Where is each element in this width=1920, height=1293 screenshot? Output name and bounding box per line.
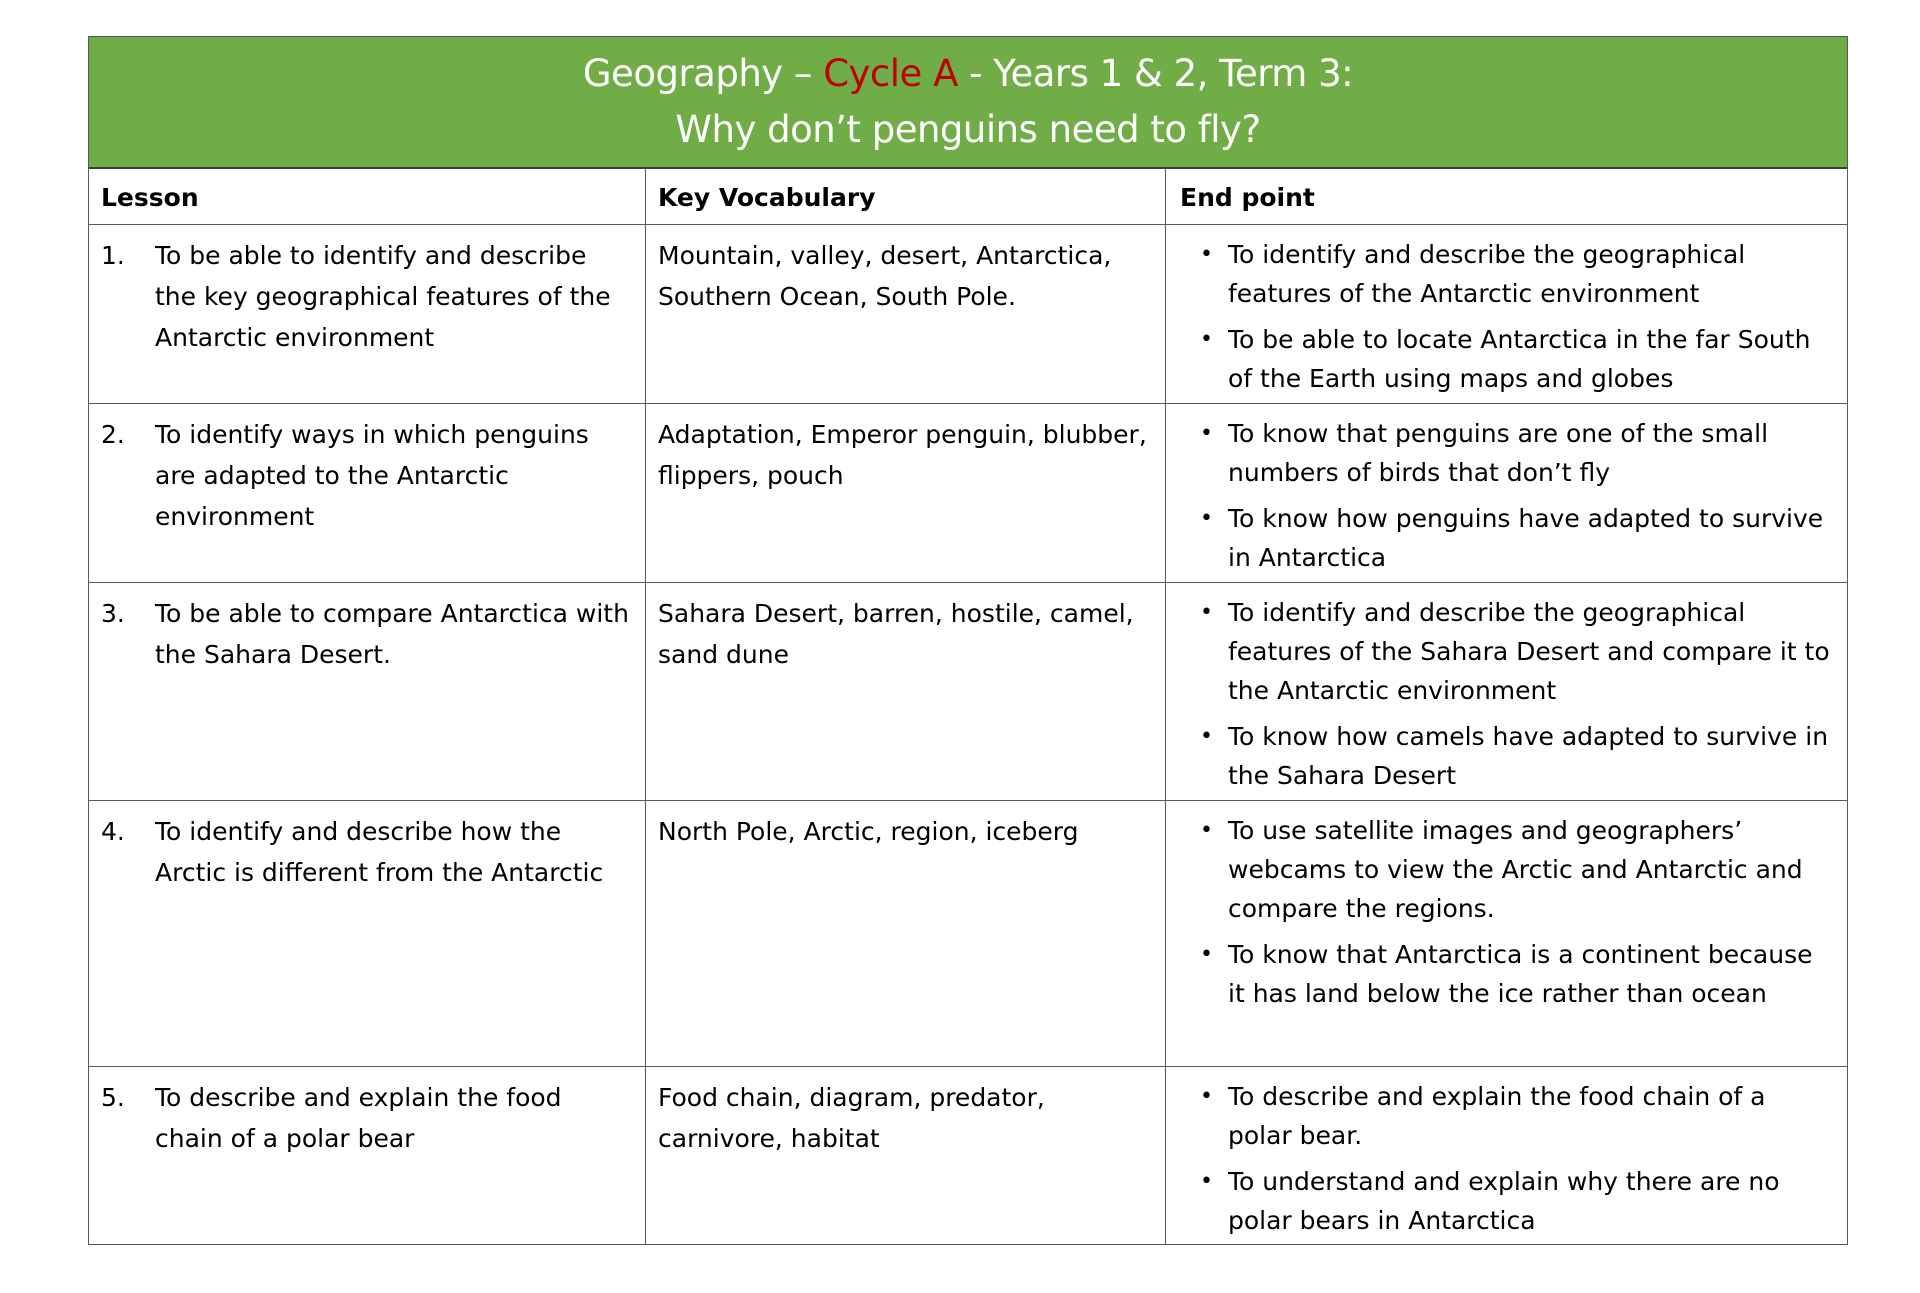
end-point-item: • To know how camels have adapted to survive in the Sahara Desert xyxy=(1180,717,1837,795)
bullet-icon: • xyxy=(1200,1169,1213,1194)
bullet-icon: • xyxy=(1200,600,1213,625)
lesson-number: 3. xyxy=(101,599,125,628)
bullet-icon: • xyxy=(1200,942,1213,967)
lesson-text: To be able to compare Antarctica with the Sahara Desert. xyxy=(155,599,629,669)
lesson-cell xyxy=(89,583,646,800)
vocabulary-cell: Adaptation, Emperor penguin, blubber, flippers, pouch xyxy=(646,404,1166,582)
title-line-1 xyxy=(583,46,1353,102)
lesson-number: 2. xyxy=(101,420,125,449)
lesson-text: To be able to identify and describe the key geographical features of the Antarctic environment xyxy=(155,241,611,352)
title-years-term: - Years 1 & 2, Term 3: xyxy=(969,52,1354,95)
title-cycle: Cycle A xyxy=(823,52,958,95)
lesson-cell xyxy=(89,1067,646,1244)
lesson-text: To identify ways in which penguins are adapted to the Antarctic environment xyxy=(155,420,589,531)
vocabulary-cell: Food chain, diagram, predator, carnivore, habitat xyxy=(646,1067,1166,1244)
bullet-icon: • xyxy=(1200,818,1213,843)
title-banner xyxy=(89,37,1847,169)
end-point-item: • To identify and describe the geographical features of the Antarctic environment xyxy=(1180,235,1837,313)
vocabulary-cell: Sahara Desert, barren, hostile, camel, sand dune xyxy=(646,583,1166,800)
end-point-cell xyxy=(1166,801,1847,1066)
end-point-item: • To use satellite images and geographers’ webcams to view the Arctic and Antarctic and compare the regions. xyxy=(1180,811,1837,928)
end-point-cell xyxy=(1166,1067,1847,1244)
end-point-item: • To identify and describe the geographical features of the Sahara Desert and compare it to the Antarctic environment xyxy=(1180,593,1837,710)
lesson-cell xyxy=(89,225,646,403)
table-row xyxy=(89,583,1847,801)
bullet-icon: • xyxy=(1200,327,1213,352)
table-row xyxy=(89,225,1847,404)
lesson-text: To describe and explain the food chain of a polar bear xyxy=(155,1083,562,1153)
column-header-lesson: Lesson xyxy=(89,169,646,224)
end-point-item: • To be able to locate Antarctica in the far South of the Earth using maps and globes xyxy=(1180,320,1837,398)
bullet-icon: • xyxy=(1200,421,1213,446)
bullet-icon: • xyxy=(1200,242,1213,267)
title-line-2: Why don’t penguins need to fly? xyxy=(675,108,1261,151)
end-point-item: • To know that penguins are one of the small numbers of birds that don’t fly xyxy=(1180,414,1837,492)
lesson-cell xyxy=(89,404,646,582)
column-header-vocabulary: Key Vocabulary xyxy=(646,169,1166,224)
title-subject: Geography – xyxy=(582,52,812,95)
curriculum-table xyxy=(88,36,1848,1245)
bullet-icon: • xyxy=(1200,1084,1213,1109)
vocabulary-cell: Mountain, valley, desert, Antarctica, Southern Ocean, South Pole. xyxy=(646,225,1166,403)
lesson-cell xyxy=(89,801,646,1066)
table-row xyxy=(89,1067,1847,1244)
table-row xyxy=(89,801,1847,1067)
lesson-number: 5. xyxy=(101,1083,125,1112)
lesson-number: 4. xyxy=(101,817,125,846)
vocabulary-cell: North Pole, Arctic, region, iceberg xyxy=(646,801,1166,1066)
end-point-item: • To know that Antarctica is a continent because it has land below the ice rather than ocean xyxy=(1180,935,1837,1013)
end-point-cell xyxy=(1166,404,1847,582)
end-point-cell xyxy=(1166,225,1847,403)
column-header-end-point: End point xyxy=(1180,183,1315,212)
end-point-item: • To know how penguins have adapted to survive in Antarctica xyxy=(1180,499,1837,577)
end-point-item: • To understand and explain why there are no polar bears in Antarctica xyxy=(1180,1162,1837,1240)
end-point-item: • To describe and explain the food chain of a polar bear. xyxy=(1180,1077,1837,1155)
end-point-cell xyxy=(1166,583,1847,800)
lesson-text: To identify and describe how the Arctic is different from the Antarctic xyxy=(155,817,604,887)
lesson-number: 1. xyxy=(101,241,125,270)
column-header-row xyxy=(89,169,1847,225)
bullet-icon: • xyxy=(1200,724,1213,749)
bullet-icon: • xyxy=(1200,506,1213,531)
table-row xyxy=(89,404,1847,583)
